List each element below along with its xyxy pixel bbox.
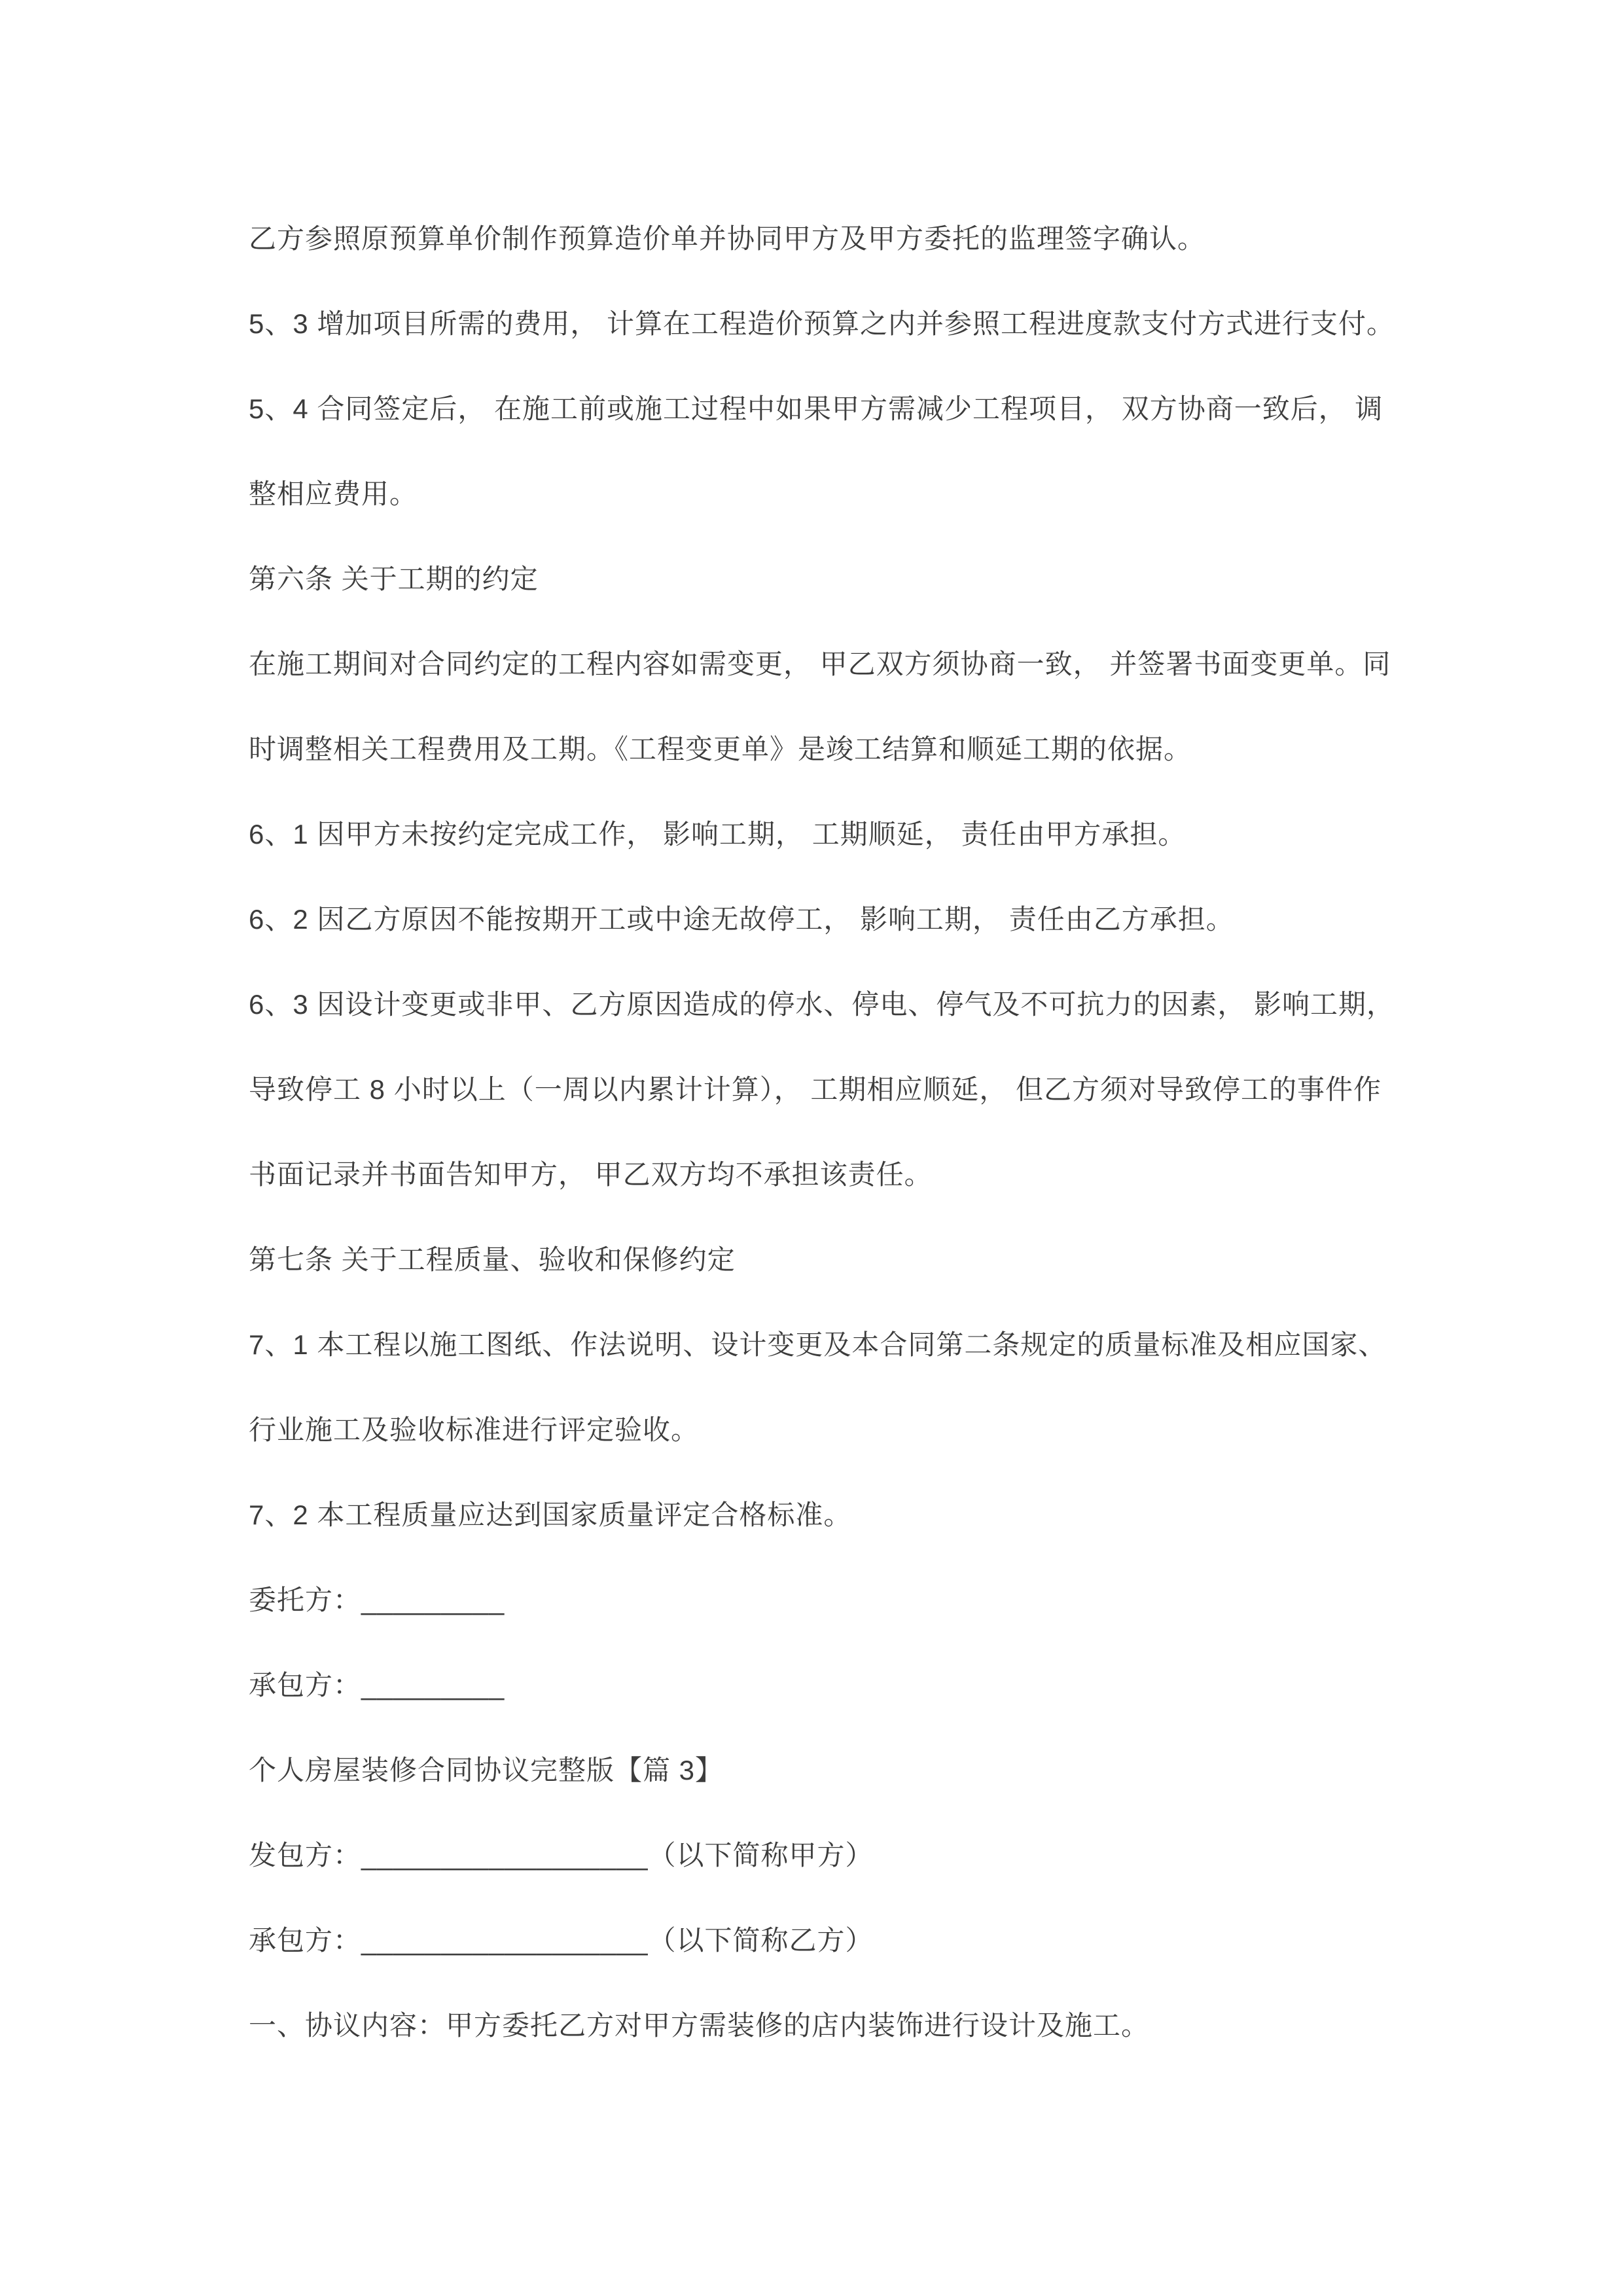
clause-5-4: 5、4 合同签定后， 在施工前或施工过程中如果甲方需减少工程项目， 双方协商一致后， 调 [249, 393, 1383, 424]
clause-7-1: 7、1 本工程以施工图纸、作法说明、设计变更及本合同第二条规定的质量标准及相应国家、 [249, 1329, 1387, 1360]
clause-5-4-continuation: 整相应费用。 [249, 478, 418, 509]
clause-6-3-continuation-2: 书面记录并书面告知甲方， 甲乙双方均不承担该责任。 [249, 1159, 933, 1190]
clause-6-3-continuation-1: 导致停工 8 小时以上（一周以内累计计算）， 工期相应顺延， 但乙方须对导致停工的事件作 [249, 1074, 1382, 1105]
clause-6-2: 6、2 因乙方原因不能按期开工或中途无故停工， 影响工期， 责任由乙方承担。 [249, 904, 1234, 935]
agreement-content-clause-1: 一、协议内容：甲方委托乙方对甲方需装修的店内装饰进行设计及施工。 [249, 2010, 1150, 2041]
clause-5-3: 5、3 增加项目所需的费用， 计算在工程造价预算之内并参照工程进度款支付方式进行支付。 [249, 308, 1395, 339]
clause-7-2: 7、2 本工程质量应达到国家质量评定合格标准。 [249, 1499, 852, 1530]
article-6-intro-continuation: 时调整相关工程费用及工期。《工程变更单》是竣工结算和顺延工期的依据。 [249, 734, 1192, 764]
signature-line-client: 委托方：_________ [249, 1585, 505, 1615]
article-6-intro: 在施工期间对合同约定的工程内容如需变更， 甲乙双方须协商一致， 并签署书面变更单。同 [249, 649, 1391, 679]
title-line-part-3: 个人房屋装修合同协议完整版【篇 3】 [249, 1755, 724, 1785]
clause-6-1: 6、1 因甲方未按约定完成工作， 影响工期， 工期顺延， 责任由甲方承担。 [249, 819, 1186, 850]
clause-6-3: 6、3 因设计变更或非甲、乙方原因造成的停水、停电、停气及不可抗力的因素， 影响工期， [249, 989, 1395, 1020]
party-b-blank-line: 承包方：__________________（以下简称乙方） [249, 1925, 874, 1956]
clause-continuation-line: 乙方参照原预算单价制作预算造价单并协同甲方及甲方委托的监理签字确认。 [249, 223, 1206, 254]
party-a-blank-line: 发包方：__________________（以下简称甲方） [249, 1840, 874, 1871]
section-heading-article-7: 第七条 关于工程质量、验收和保修约定 [249, 1244, 736, 1275]
clause-7-1-continuation: 行业施工及验收标准进行评定验收。 [249, 1414, 700, 1445]
signature-line-contractor: 承包方：_________ [249, 1670, 505, 1700]
section-heading-article-6: 第六条 关于工期的约定 [249, 564, 539, 594]
